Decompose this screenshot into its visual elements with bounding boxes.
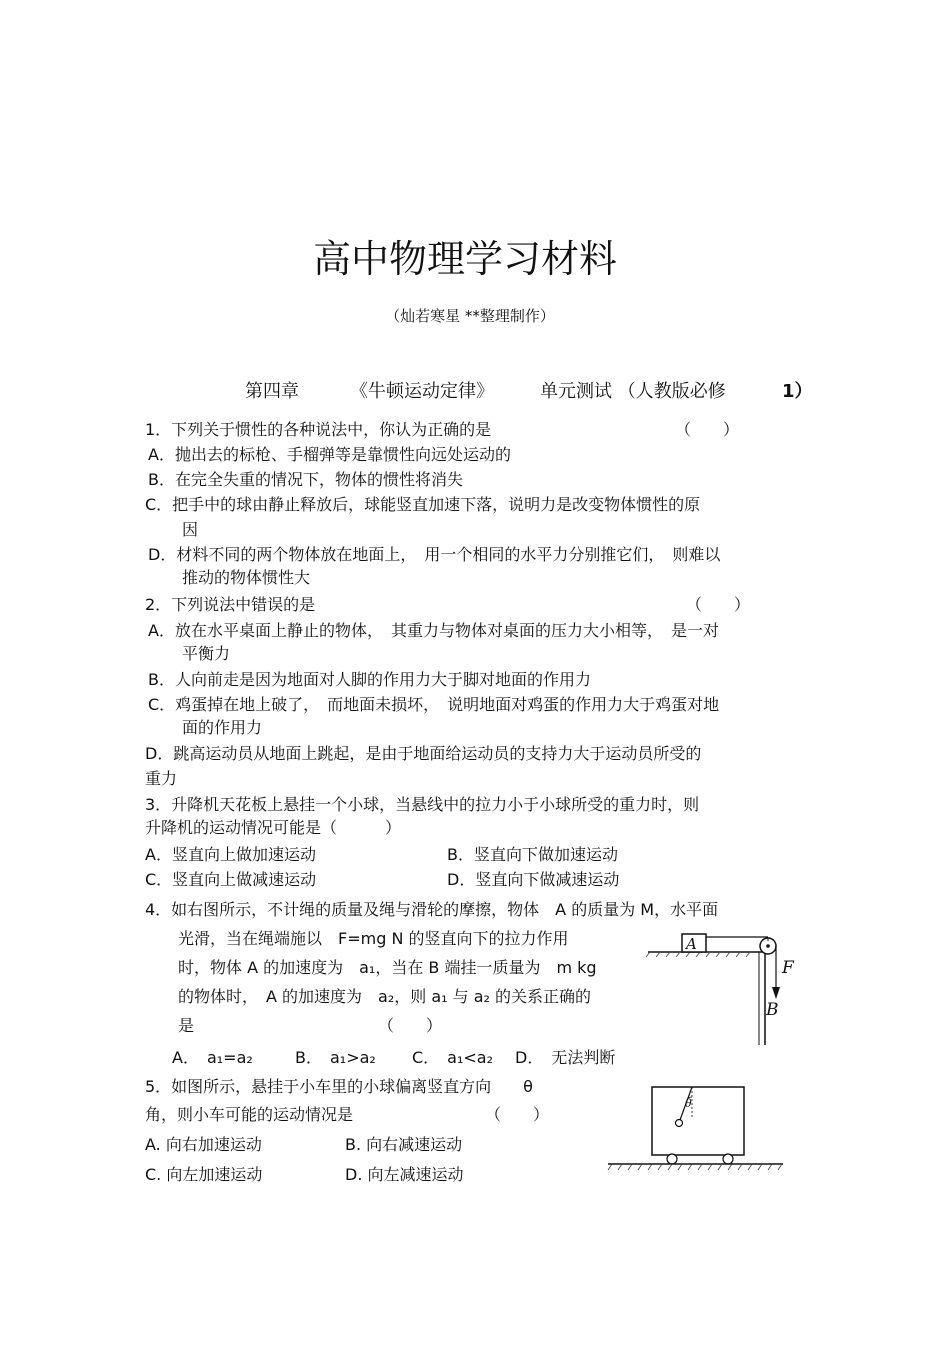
q1-option-c-cont: 因 (182, 520, 199, 539)
q3-option-b: B．竖直向下做加速运动 (447, 845, 618, 864)
q3-stem-cont: 升降机的运动情况可能是（ ） (145, 818, 402, 837)
q5-stem-cont: 角，则小车可能的运动情况是 (145, 1105, 354, 1124)
q1-option-b: B．在完全失重的情况下，物体的惯性将消失 (148, 470, 463, 489)
q2-option-d-cont: 重力 (145, 769, 178, 788)
chapter-name: 《牛顿运动定律》 (350, 381, 494, 402)
document-title: 高中物理学习材料 (312, 237, 617, 281)
q4-option-c: C． a₁<a₂ (412, 1048, 494, 1067)
q2-option-b: B．人向前走是因为地面对人脚的作用力大于脚对地面的作用力 (148, 670, 591, 689)
q2-option-a: A．放在水平桌面上静止的物体， 其重力与物体对桌面的压力大小相等， 是一对 (148, 621, 719, 640)
q5-cart-figure (600, 1082, 790, 1177)
q2-option-c: C．鸡蛋掉在地上破了， 而地面未损坏， 说明地面对鸡蛋的作用力大于鸡蛋对地 (148, 695, 720, 714)
q5-figure-label-theta: θ (685, 1097, 692, 1110)
q4-stem-line4: 的物体时， A 的加速度为 a₂，则 a₁ 与 a₂ 的关系正确的 (178, 987, 592, 1006)
q1-option-a: A．抛出去的标枪、手榴弹等是靠惯性向远处运动的 (148, 445, 511, 464)
q4-stem-line5: 是 (178, 1016, 195, 1035)
q2-option-a-cont: 平衡力 (182, 644, 231, 663)
q4-stem: 4．如右图所示，不计绳的质量及绳与滑轮的摩擦，物体 A 的质量为 M，水平面 (145, 900, 719, 919)
q3-option-d: D．竖直向下做减速运动 (447, 870, 620, 889)
q5-option-a: A. 向右加速运动 (145, 1135, 262, 1154)
q4-stem-line3: 时，物体 A 的加速度为 a₁，当在 B 端挂一质量为 m kg (178, 958, 597, 977)
q5-stem: 5．如图所示，悬挂于小车里的小球偏离竖直方向 θ (145, 1077, 533, 1096)
q5-option-b: B. 向右减速运动 (345, 1135, 463, 1154)
q4-figure-label-f: F (782, 958, 794, 978)
q5-option-d: D. 向左减速运动 (345, 1165, 464, 1184)
document-subtitle: （灿若寒星 **整理制作） (385, 307, 555, 325)
q5-answer-paren: （ ） (485, 1105, 550, 1124)
q5-option-c: C. 向左加速运动 (145, 1165, 263, 1184)
q4-option-b: B． a₁>a₂ (295, 1048, 376, 1067)
q1-answer-paren: （ ） (675, 420, 740, 439)
q3-option-c: C．竖直向上做减速运动 (145, 870, 317, 889)
q4-figure-label-a: A (686, 935, 697, 953)
q1-option-d-cont: 推动的物体惯性大 (182, 568, 311, 587)
q4-figure-label-b: B (766, 1000, 779, 1020)
q3-option-a: A．竖直向上做加速运动 (145, 845, 316, 864)
q2-option-d: D．跳高运动员从地面上跳起，是由于地面给运动员的支持力大于运动员所受的 (145, 744, 702, 763)
q3-stem: 3．升降机天花板上悬挂一个小球，当悬线中的拉力小于小球所受的重力时，则 (145, 795, 700, 814)
q4-pulley-figure (640, 925, 800, 1050)
q4-stem-line2: 光滑，当在绳端施以 F=mg N 的竖直向下的拉力作用 (178, 929, 569, 948)
q1-option-d: D．材料不同的两个物体放在地面上， 用一个相同的水平力分别推它们， 则难以 (148, 545, 721, 564)
q2-option-c-cont: 面的作用力 (182, 718, 263, 737)
q2-answer-paren: （ ） (686, 595, 751, 614)
q4-option-d: D． 无法判断 (515, 1048, 616, 1067)
q1-stem: 1．下列关于惯性的各种说法中，你认为正确的是 (145, 420, 492, 439)
q1-option-c: C．把手中的球由静止释放后，球能竖直加速下落，说明力是改变物体惯性的原 (145, 495, 701, 514)
q4-answer-paren: （ ） (378, 1016, 443, 1035)
q4-option-a: A． a₁=a₂ (172, 1048, 253, 1067)
chapter-test-label: 单元测试 （人教版必修 (540, 381, 726, 402)
chapter-number: 第四章 (245, 381, 299, 402)
q2-stem: 2．下列说法中错误的是 (145, 595, 316, 614)
chapter-volume: 1） (782, 381, 813, 402)
